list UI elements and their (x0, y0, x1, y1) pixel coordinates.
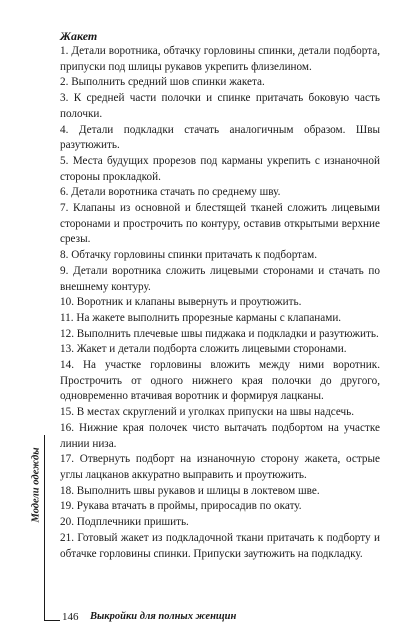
instruction-step: 16. Нижние края полочек чисто вытачать подбортом на участке линии низа. (60, 421, 380, 450)
instruction-step: 10. Воротник и клапаны вывернуть и проутюжить. (60, 296, 302, 309)
instruction-step: 11. На жакете выполнить прорезные карманы с клапанами. (60, 311, 342, 324)
page-number: 146 (62, 611, 79, 623)
instruction-step: 17. Отвернуть подборт на изнаночную сторону жакета, острые углы лацканов аккуратно выправить и проутюжить. (60, 453, 380, 481)
instruction-step: 3. К средней части полочки и спинке притачать боковую часть полочки. (60, 92, 380, 120)
instruction-step: 1. Детали воротника, обтачку горловины спинки, детали подборта, припуски под шлицы рукавов укрепить флизелином. (60, 45, 380, 73)
instruction-step: 13. Жакет и детали подборта сложить лицевыми сторонами. (60, 343, 347, 356)
instruction-step: 19. Рукава втачать в проймы, приросадив по окату. (60, 500, 302, 513)
page-content (60, 28, 380, 562)
instruction-step: 21. Готовый жакет из подкладочной ткани притачать к подборту и обтачке горловины спинки. Припуски заутюжить на подкладку. (60, 531, 380, 560)
side-rule (44, 435, 45, 620)
instruction-step: 9. Детали воротника сложить лицевыми сторонами и стачать по внешнему контуру. (60, 264, 380, 293)
instruction-step: 4. Детали подкладки стачать аналогичным образом. Швы разутюжить. (60, 123, 380, 152)
instruction-step: 12. Выполнить плечевые швы пиджака и подкладки и разутюжить. (60, 327, 379, 340)
instruction-step: 15. В местах скруглений и уголках припуски на швы надсечь. (60, 406, 355, 419)
instruction-step: 2. Выполнить средний шов спинки жакета. (60, 76, 265, 89)
footer-book-title: Выкройки для полных женщин (90, 611, 237, 622)
section-title: Жакет (60, 29, 98, 43)
instruction-step: 5. Места будущих прорезов под карманы укрепить с изнаночной стороны прокладкой. (60, 154, 380, 183)
running-title-text: Модели одежды (30, 447, 42, 523)
instruction-step: 18. Выполнить швы рукавов и шлицы в локтевом шве. (60, 484, 320, 497)
instruction-step: 7. Клапаны из основной и блестящей тканей сложить лицевыми сторонами и прострочить по контуру, оставив открытыми верхние срезы. (60, 202, 380, 246)
footer-rule (44, 620, 60, 621)
instruction-step: 14. На участке горловины вложить между ними воротник. Прострочить от одного нижнего края полочки до другого, одновременно втачивая воротник и формируя лацканы. (60, 359, 380, 403)
running-title-vertical (30, 435, 42, 535)
instruction-step: 8. Обтачку горловины спинки притачать к подбортам. (60, 249, 318, 262)
instruction-step: 6. Детали воротника стачать по среднему шву. (60, 186, 281, 199)
instruction-step: 20. Подплечники пришить. (60, 516, 189, 529)
